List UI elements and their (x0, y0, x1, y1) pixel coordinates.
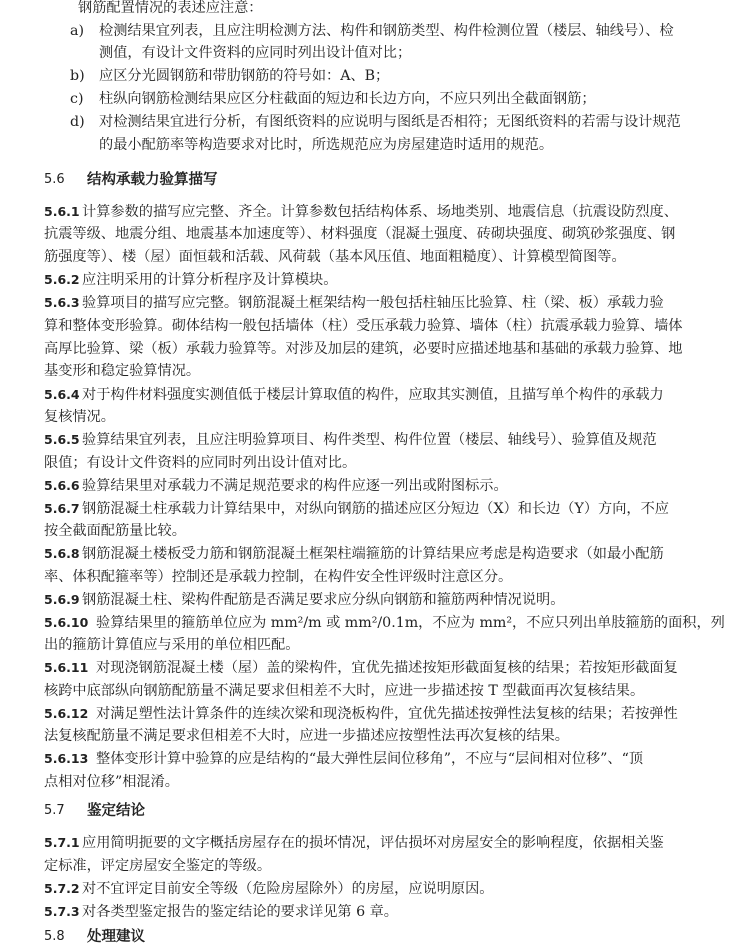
list-item-text: 柱纵向钢筋检测结果应区分柱截面的短边和长边方向，不应只列出全截面钢筋； (99, 91, 596, 107)
clause-text: 钢筋混凝土柱、梁构件配筋是否满足要求应分纵向钢筋和箍筋两种情况说明。 (82, 591, 565, 608)
clause-text: 验算结果宜列表，且应注明验算项目、构件类型、构件位置（楼层、轴线号）、验算值及规范 (82, 432, 657, 448)
clause-text: 筋强度等）、楼（屋）面恒载和活载、风荷载（基本风压值、地面粗糙度）、计算模型简图等。 (44, 249, 626, 266)
list-item-label: d) (70, 114, 85, 130)
clause-text: 复核情况。 (44, 409, 115, 426)
clause-text: 计算参数的描写应完整、齐全。计算参数包括结构体系、场地类别、地震信息（抗震设防烈度、 (82, 203, 678, 220)
clause-number: 5.6.7 (44, 500, 80, 516)
clause-text: 限值；有设计文件资料的应同时列出设计值对比。 (44, 454, 357, 471)
list-item-label: a) (70, 22, 84, 39)
clause-text: 钢筋混凝土柱承载力计算结果中，对纵向钢筋的描述应区分短边（X）和长边（Y）方向，不应 (82, 500, 669, 517)
clause-text: 率、体积配箍率等）控制还是承载力控制，在构件安全性评级时注意区分。 (44, 568, 513, 585)
clause-number: 5.6.3 (44, 295, 80, 310)
list-item-text: 对检测结果宜进行分析，有图纸资料的应说明与图纸是否相符；无图纸资料的若需与设计规范 (99, 114, 681, 130)
section-number: 5.6 (44, 172, 65, 187)
section-number: 5.7 (44, 803, 65, 818)
clause-text: 法复核配筋量不满足要求但相差不大时，应进一步描述应按塑性法再次复核的结果。 (44, 728, 569, 745)
clause-text: 定标准，评定房屋安全鉴定的等级。 (44, 857, 272, 874)
clause-text: 抗震等级、地震分组、地震基本加速度等）、材料强度（混凝土强度、砖砌块强度、砌筑砂浆强度、钢 (44, 226, 676, 243)
clause-text: 对满足塑性法计算条件的连续次梁和现浇板构件，宜优先描述按弹性法复核的结果；若按弹性 (96, 705, 678, 722)
clause-text: 验算项目的描写应完整。钢筋混凝土框架结构一般包括柱轴压比验算、柱（梁、板）承载力验 (82, 295, 664, 311)
clause-number: 5.6.11 (44, 660, 89, 675)
clause-text: 基变形和稳定验算情况。 (44, 363, 201, 380)
clause-text: 高厚比验算、梁（板）承载力验算等。对涉及加层的建筑，必要时应描述地基和基础的承载力验算、地 (44, 340, 683, 357)
clause-number: 5.6.12 (44, 705, 89, 721)
clause-text: 验算结果里对承载力不满足规范要求的构件应逐一列出或附图标示。 (82, 477, 508, 494)
clause-number: 5.6.13 (44, 751, 89, 766)
clause-number: 5.6.4 (44, 386, 80, 402)
clause-text: 对不宜评定目前安全等级（危险房屋除外）的房屋，应说明原因。 (82, 880, 494, 897)
clause-number: 5.7.1 (44, 835, 80, 850)
clause-text: 对各类型鉴定报告的鉴定结论的要求详见第 6 章。 (82, 903, 398, 920)
clause-text: 点相对位移”相混淆。 (44, 773, 179, 790)
clause-number: 5.6.1 (44, 203, 80, 219)
section-number: 5.8 (44, 929, 65, 944)
clause-text: 整体变形计算中验算的应是结构的“最大弹性层间位移角”，不应与“层间相对位移”、“顶 (96, 751, 644, 767)
list-item-text: 的最小配筋率等构造要求对比时，所选规范应为房屋建造时适用的规范。 (99, 136, 554, 153)
clause-text: 应用简明扼要的文字概括房屋存在的损坏情况，评估损坏对房屋安全的影响程度，依据相关鉴 (82, 835, 664, 851)
list-item-text: 检测结果宜列表，且应注明检测方法、构件和钢筋类型、构件检测位置（楼层、轴线号）、检 (99, 22, 674, 39)
list-item-label: b) (70, 68, 85, 84)
clause-number: 5.6.9 (44, 591, 80, 607)
list-item-text: 测值，有设计文件资料的应同时列出设计值对比； (99, 45, 412, 62)
clause-number: 5.6.10 (44, 614, 89, 630)
clause-number: 5.6.5 (44, 432, 80, 447)
clause-text: 应注明采用的计算分析程序及计算模块。 (82, 272, 338, 288)
clause-number: 5.6.6 (44, 477, 80, 493)
section-title: 结构承载力验算描写 (87, 172, 218, 188)
clause-number: 5.6.2 (44, 272, 80, 287)
clause-text: 核跨中底部纵向钢筋配筋量不满足要求但相差不大时，应进一步描述按 T 型截面再次复核结果。 (44, 682, 645, 699)
clause-text: 对现浇钢筋混凝土楼（屋）盖的梁构件，宜优先描述按矩形截面复核的结果；若按矩形截面复 (96, 660, 678, 676)
section-title: 鉴定结论 (87, 803, 145, 819)
clause-number: 5.6.8 (44, 546, 80, 561)
clause-text: 对于构件材料强度实测值低于楼层计算取值的构件，应取其实测值，且描写单个构件的承载力 (82, 386, 664, 403)
clause-number: 5.7.3 (44, 903, 80, 919)
clause-text: 按全截面配筋量比较。 (44, 523, 186, 540)
clause-text: 钢筋混凝土楼板受力筋和钢筋混凝土框架柱端箍筋的计算结果应考虑是构造要求（如最小配筋 (82, 546, 664, 562)
intro-text: 钢筋配置情况的表述应注意： (78, 0, 263, 16)
clause-text: 验算结果里的箍筋单位应为 mm²/m 或 mm²/0.1m，不应为 mm²，不应只列出单肢箍筋的面积，列 (96, 614, 725, 631)
clause-text: 出的箍筋计算值应与采用的单位相匹配。 (44, 637, 300, 654)
clause-text: 算和整体变形验算。砌体结构一般包括墙体（柱）受压承载力验算、墙体（柱）抗震承载力验算、墙体 (44, 317, 683, 334)
list-item-text: 应区分光圆钢筋和带肋钢筋的符号如：A、B； (99, 68, 390, 84)
section-title: 处理建议 (87, 929, 145, 945)
list-item-label: c) (70, 91, 84, 107)
clause-number: 5.7.2 (44, 880, 80, 896)
